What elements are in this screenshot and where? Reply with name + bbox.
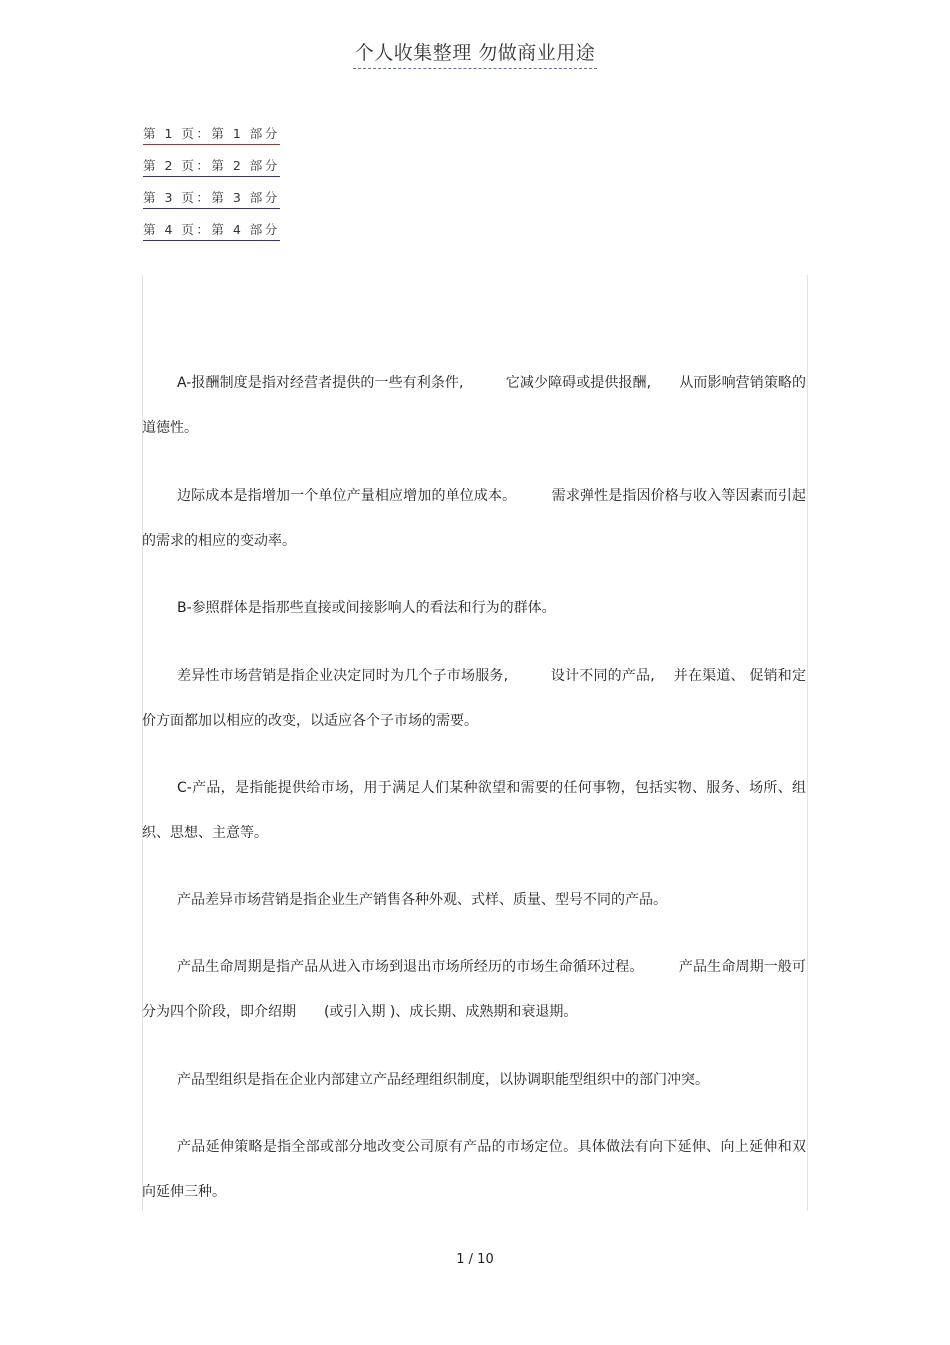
toc-link-label: 第 3 页：第 3 部分: [143, 188, 280, 209]
toc-link-page-4[interactable]: [143, 220, 280, 252]
paragraph-reward-system: A-报酬制度是指对经营者提供的一些有利条件, 它减少障碍或提供报酬, 从而影响营销策略的道德性。: [142, 375, 806, 436]
toc-link-page-2[interactable]: [143, 156, 280, 188]
toc-link-page-3[interactable]: [143, 188, 280, 220]
toc-link-label: 第 4 页：第 4 部分: [143, 220, 280, 241]
paragraph-differentiated-marketing: 差异性市场营销是指企业决定同时为几个子市场服务, 设计不同的产品, 并在渠道、 促销和定价方面都加以相应的改变，以适应各个子市场的需要。: [142, 668, 806, 729]
paragraph-product-life-cycle: 产品生命周期是指产品从进入市场到退出市场所经历的市场生命循环过程。 产品生命周期一般可分为四个阶段，即介绍期 (或引入期 )、成长期、成熟期和衰退期。: [142, 959, 806, 1020]
table-of-contents: [143, 124, 280, 252]
header-title-text: 个人收集整理 勿做商业用途: [353, 38, 598, 69]
paragraph-product-definition: C-产品，是指能提供给市场，用于满足人们某种欲望和需要的任何事物，包括实物、服务、场所、组织、思想、主意等。: [142, 780, 806, 841]
paragraph-marginal-cost: 边际成本是指增加一个单位产量相应增加的单位成本。 需求弹性是指因价格与收入等因素而引起的需求的相应的变动率。: [142, 488, 806, 549]
toc-link-page-1[interactable]: [143, 124, 280, 156]
toc-link-label: 第 2 页：第 2 部分: [143, 156, 280, 177]
paragraph-product-extension-strategy: 产品延伸策略是指全部或部分地改变公司原有产品的市场定位。具体做法有向下延伸、向上延伸和双向延伸三种。: [142, 1139, 806, 1200]
page-header-title: [0, 38, 950, 69]
paragraph-reference-group: B-参照群体是指那些直接或间接影响人的看法和行为的群体。: [177, 600, 556, 616]
paragraph-product-difference-marketing: 产品差异市场营销是指企业生产销售各种外观、式样、质量、型号不同的产品。: [177, 892, 667, 908]
toc-link-label: 第 1 页：第 1 部分: [143, 124, 280, 145]
paragraph-product-organization: 产品型组织是指在企业内部建立产品经理组织制度，以协调职能型组织中的部门冲突。: [177, 1072, 709, 1088]
page-number-indicator: 1 / 10: [456, 1252, 494, 1267]
